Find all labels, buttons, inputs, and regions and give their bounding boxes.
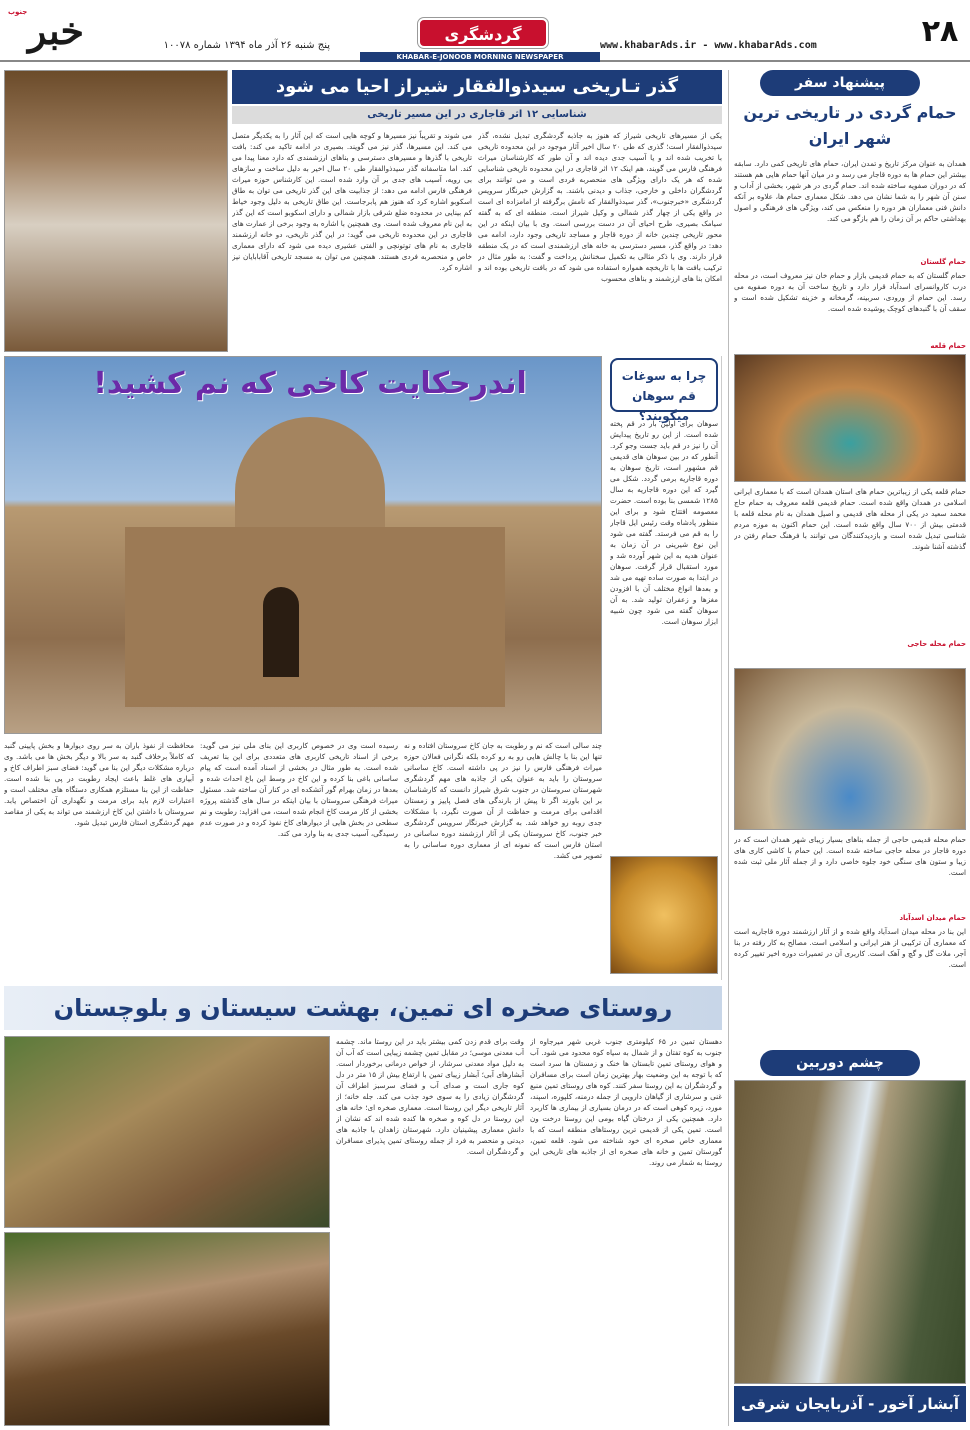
article4-column-2: وقت برای قدم زدن کمی بیشتر باید در این روستا ماند. چشمه آب معدنی موسی؛ در مقابل تمین چشمه زیبایی است که آب آن به دلیل مواد معدنی سرشار، از خواص درمانی برخوردار است. آبشارهای آبی؛ آبشار زیبای تمین با ارتفاع بیش از ۱۵ متر در دل کوه جاری است و صدای آب و فضای سرسبز اطراف آن گردشگران زیادی را به سوی خود جذب می کند. جله خانه؛ از آثار تاریخی دیگر این روستا است. معماری صخره ای؛ خانه های این روستا در دل کوه و صخره ها کنده شده اند که نشان از دانش معماری پیشینیان دارد. شهرستان زاهدان با جاذبه های دیدنی و منحصر به فرد از جمله روستای تمین پذیرای مسافران و گردشگران است. <box>336 1037 524 1156</box>
article2-title: اندرحکایت کاخی که نم کشید! <box>93 366 527 401</box>
sidebar-heading-2: حمام قلعه <box>930 342 966 350</box>
article1-title: گذر تـاریخی سیدذوالفقار شیراز احیا می شود <box>232 70 722 104</box>
akhor-waterfall-photo <box>734 1080 966 1384</box>
sidebar-label: پیشنهاد سفر <box>760 70 920 96</box>
logo-small-text: جنوب <box>8 8 28 16</box>
palace-arch <box>263 587 299 677</box>
article1-column-1: یکی از مسیرهای تاریخی شیراز که هنوز به جاذبه گردشگری تبدیل نشده، گذر سیدذوالفقار است؛ گذری که طی ۲۰ سال اخیر آثار موجود در این محدوده تاریخی با تخریب شده اند و یا آسیب جدی دیده اند و آن طور که کارشناسان میراث فرهنگی فارس می گویند، هم اینک ۱۲ اثر قاجاری در این محدوده تاریخی شناسایی شده که هر یک دارای ویژگی های منحصربه فردی است و می توانند برای گردشگران داخلی و خارجی، جذاب و دیدنی باشند. به گزارش خبرنگار سرویس گردشگری «خبرجنوب»، گذر سیدذوالفقار که نامش برگرفته از امامزاده ای است در واقع یکی از چهار گذر شمالی و وکیل شیراز است. منطقه ای که به گفته سیامک بصیری، طرح احیای آن در دست بررسی است. وی با بیان اینکه در این محور تاریخی چندین خانه از دوره قاجار و مساجد تاریخی وجود دارد، ادامه می دهد: در واقع گذر، مسیر دسترسی به خانه های ارزشمندی است که در یک منطقه قرار دارند. وی با ذکر مثالی به تکمیل سخنانش پرداخت و گفت: به طور مثال در ترکیب بافت ها با تاریخچه همواره استفاده می شود که در بافت تاریخی بوده اند و امکان بنا های ارزشمند و بناهای محسوب <box>478 131 722 283</box>
sidebar-heading-3: حمام محله حاجی <box>907 640 966 648</box>
article3-body: سوهان برای اولین بار در قم پخته شده است. از این رو تاریخ پیدایش آن را نیز در قم باید جست وجو کرد. آنطور که در بین سوهان های قدیمی قم مشهور است، تاریخ سوهان به دوره قاجاریه برمی گردد. شکل می گیرد که این دوره قاجاریه به سال ۱۲۸۵ شمسی بنا بوده است. حضرت معصومه افتتاح شود و برای این منظور پادشاه وقت رئیس ایل قاجار را به قم می فرستد. گفته می شود این نوع شیرینی در آن زمان به عنوان هدیه به این شهر آورده شد و مورد استقبال قرار گرفت. سوهان در ابتدا به صورت ساده تهیه می شد و بعدها انواع مختلف آن با افزودن مغزها و زعفران تولید شد. به آن سوهان گفته می شود چون شبیه ابزار سوهان است. <box>610 419 718 626</box>
column-divider <box>728 70 729 1426</box>
article3-title: چرا به سوغات قم سوهان میگویند؟ <box>610 358 718 412</box>
sidebar-paragraph-2: حمام قلعه یکی از زیباترین حمام های استان همدان است که با معماری ایرانی اسلامی در همدان واقع شده است. حمام قدیمی قلعه معروف به حمام حاج محمد سعید در یکی از محله های قدیمی و اصیل همدان به نام محله قلعه با قدمتی بیش از ۷۰۰ سال واقع شده است. این حمام اکنون به موزه مردم شناسی تبدیل شده است و بازدیدکنندگان می توانند با فرهنگ حمام رفتن در گذشته آشنا شوند. <box>734 487 966 551</box>
english-name: KHABAR-E-JONOOB MORNING NEWSPAPER <box>360 52 600 62</box>
tamin-village-photo-1 <box>4 1036 330 1228</box>
haji-bath-photo <box>734 668 966 830</box>
newspaper-logo: خبر <box>28 8 84 53</box>
qaleh-bath-photo <box>734 354 966 482</box>
sidebar2-caption: آبشار آخور - آذربایجان شرقی <box>734 1386 966 1422</box>
sidebar-paragraph-3: حمام محله قدیمی حاجی از جمله بناهای بسیار زیبای شهر همدان است که در دوره قاجار در محله حاجی ساخته شده است. این حمام با کاشی کاری های زیبا و ستون های سنگی خود جلوه خاصی دارد و از جمله آثار ملی ثبت شده است. <box>734 835 966 877</box>
sidebar2-label: چشم دوربین <box>760 1050 920 1076</box>
sidebar-heading-1: حمام گلستان <box>920 258 966 266</box>
sidebar-intro: همدان به عنوان مرکز تاریخ و تمدن ایران، حمام های تاریخی کمی دارد. سابقه بیشتر این حمام ها به دوره قاجار می رسد و در میان آنها حمام هایی هم هستند که در دوران صفویه ساخته شده اند. حمام گردی در هر شهر، بخشی از آداب و سنن آن شهر را به شما نشان می دهد. شکل معماری حمام ها، علاوه بر آنکه دانش فنی معماران هر دوره را منعکس می کند، ویژگی های فرهنگی و اصول بهداشتی حاکم بر آن زمان را هم بازگو می کند. <box>734 159 966 223</box>
sidebar-paragraph-1: حمام گلستان که به حمام قدیمی بازار و حمام خان نیز معروف است، در محله درب کاروانسرای اسدآباد قرار دارد و تاریخ ساخت آن به دوره صفویه می رسد. این حمام از ورودی، سربینه، گرمخانه و خزینه تشکیل شده است و سقف آن با گنبدهای کوچک پوشیده شده است. <box>734 271 966 313</box>
historic-house-photo <box>4 70 228 352</box>
palace-walls <box>125 527 505 707</box>
article1-subtitle: شناسایی ۱۲ اثر قاجاری در این مسیر تاریخی <box>232 106 722 124</box>
article4-column-1: دهستان تمین در ۶۵ کیلومتری جنوب غربی شهر میرجاوه از جنوب به کوه تفتان و از شمال به سیاه کوه محدود می شود. آب و هوای روستای تمین تابستان ها خنک و زمستان ها سرد است که با توجه به این وضعیت بهار بهترین زمان است برای مسافران و گردشگران به این روستا سفر کنند. کوه های روستای تمین منبع غنی و سرشاری از گیاهان دارویی از جمله درمنه، کلپوره، اسپند، مورد، زیره کوهی است که در درمان بسیاری از بیماری ها کاربرد دارد. همچنین یکی از درختان گیاه بومی این روستا درخت ون است. تمین یکی از قدیمی ترین روستاهای منطقه است که با معماری خاص صخره ای خود شناخته می شود. قلعه تمین، گورستان تمین و خانه های صخره ای از جاذبه های تاریخی این روستا به شمار می روند. <box>530 1037 722 1167</box>
sidebar-heading-4: حمام میدان اسدآباد <box>899 914 966 922</box>
sarvestan-palace-photo <box>4 356 602 734</box>
article1-column-2: می شوند و تقریباً نیز مسیرها و کوچه هایی است که این آثار را به یکدیگر متصل می کند. این مسیرها، گذر نیز می گویند. بصیری در ادامه تاکید می کند: بافت تاریخی با گذرها و مسیرهای دسترسی و بناهای ارزشمندی که دارد معنا پیدا می کند. اما متاسفانه گذر سیدذوالفقار طی ۲۰ سال اخیر به دلیل ساخت و سازهای بی رویه، آسیب های جدی بر آن وارد شده است. این کارشناس حوزه میراث فرهنگی فارس ادامه می دهد: از جذابیت های این گذر تاریخی می توان به طاق اسکوبو اشاره کرد که هنوز هم پابرجاست. این طاق تاریخی به دلیل وجود خیاط کم بینایی در محدوده ضلع شرقی بازار شمالی و دارای اسکوبو است که این گذر به این نام معروف شده است. وی همچنین با اشاره به وجود برخی از عمارت های قاجاری در این محدوده تاریخی می گوید: در این گذر تاریخی، دو خانه ارزشمند قاجاری به نام های توتونچی و الفتی عشیری دیده می شود که دارای معماری خاص و منحصربه فردی هستند. همچنین می توان به مسجد تاریخی آقابابایان نیز اشاره کرد. <box>232 131 472 272</box>
website-url[interactable]: www.khabarAds.ir - www.khabarAds.com <box>600 40 817 51</box>
article4-title: روستای صخره ای تمین، بهشت سیستان و بلوچستان <box>4 986 722 1030</box>
article2-column-2: رسیده است وی در خصوص کاربری این بنای ملی نیز می گوید: برخی از اسناد تاریخی کاربری های متعددی برای این بنا تعریف شده است. به طور مثال در بخشی از اسناد آمده است که پیام ساسانی باغی بنا کرده و این کاخ در وسط این باغ احداث شده و بعدها در زمان بهرام گور آتشکده ای در کنار آن ساخته شد. مسئول میراث فرهنگی سروستان با بیان اینکه در سال های گذشته پروژه بخشی از کار مرمت کاخ انجام شده است، می افزاید: رطوبت و نم سطحی در بخش هایی از دیوارهای کاخ نفوذ کرده و در صورت عدم رسیدگی، آسیب جدی به بنا وارد می کند. <box>200 741 398 838</box>
article2-column-1: چند سالی است که نم و رطوبت به جان کاخ سروستان افتاده و نه تنها این بنا با چالش هایی رو به رو کرده بلکه نگرانی فعالان حوزه میراث فرهنگی فارس را نیز در پی داشته است. کاخ ساسانی سروستان را باید به عنوان یکی از جاذبه های مهم گردشگری شهرستان سروستان در جنوب شرق شیراز دانست که کارشناسان بر این باورند اگر تا پیش از بارندگی های فصل پاییز و زمستان اقدامی برای مرمت و حفاظت از آن صورت نگیرد، با مشکلات جدی روبه رو خواهد شد. به گزارش خبرنگار سرویس گردشگری خبر جنوب، کاخ سروستان یکی از آثار ارزشمند دوره ساسانی در استان فارس است که نمونه ای از معماری دوره ساسانی را به تصویر می کشد. <box>404 741 602 860</box>
page-number: ۲۸ <box>921 14 959 49</box>
sidebar-paragraph-4: این بنا در محله میدان اسدآباد واقع شده و از آثار ارزشمند دوره قاجاریه است که معماری آن ترکیبی از هنر ایرانی و اسلامی است. مصالح به کار رفته در بنا آجر، ملات گل و گچ و آهک است. کاربری آن در تعمیرات دوره اخیر تغییر کرده است. <box>734 927 966 969</box>
masthead <box>0 0 970 62</box>
palace-dome <box>235 417 385 537</box>
date-line: پنج شنبه ۲۶ آذر ماه ۱۳۹۴ شماره ۱۰۰۷۸ <box>163 40 330 51</box>
sidebar-title: حمام گردی در تاریخی ترین شهر ایران <box>743 103 957 148</box>
sohan-article <box>606 356 722 980</box>
sohan-photo <box>610 856 718 974</box>
section-title: گردشگری <box>418 18 548 48</box>
tamin-village-photo-2 <box>4 1232 330 1426</box>
article2-column-3: محافظت از نفوذ باران به سر روی دیوارها و بخش پایینی گنبد که کاملاً برخلاف گنبد به سر بالا و دیگر بخش ها می باشد. وی درباره مشکلات دیگر این بنا می گوید: فضای سبز اطراف کاخ و آبیاری های غلط باعث ایجاد رطوبت در پی بنا شده است. حفاظت از این بنا مستلزم همکاری دستگاه های مختلف است و اعتبارات لازم باید برای مرمت و نگهداری آن اختصاص یابد. سروستان با داشتن این کاخ ارزشمند می تواند به یکی از مقاصد مهم گردشگری استان فارس تبدیل شود. <box>4 741 194 827</box>
